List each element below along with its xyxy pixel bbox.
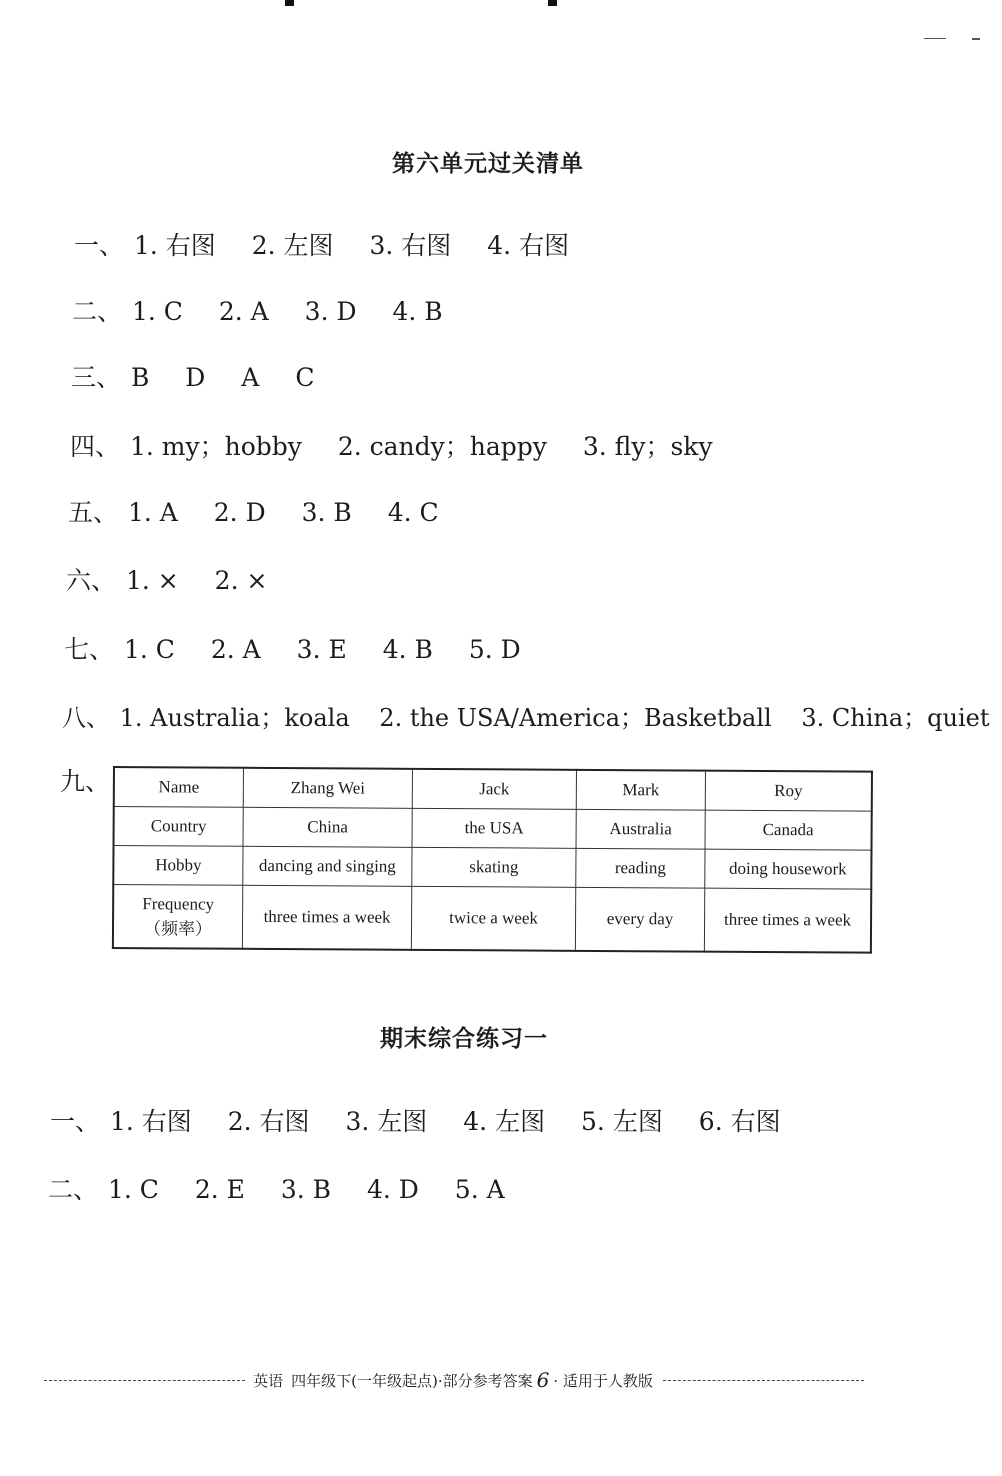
answer-line-9-label: 九、 [60, 767, 111, 796]
final-answer-line-2 [48, 1170, 533, 1206]
answer-item: 1. C [107, 1175, 159, 1204]
answer-item: 4. C [387, 498, 439, 527]
table-cell: dancing and singing [243, 846, 412, 886]
answer-item: B [130, 363, 150, 392]
table-cell: doing housework [705, 849, 872, 889]
question-number: 二、 [72, 297, 123, 326]
table-cell: China [243, 807, 412, 847]
frequency-label: Frequency [142, 893, 215, 914]
answer-line-6 [66, 561, 295, 597]
answer-item: 4. 右图 [487, 231, 570, 260]
answer-item: 3. China；quiet [801, 704, 990, 732]
hobby-table [112, 766, 873, 954]
answer-item: 3. 左图 [345, 1107, 428, 1136]
answer-item: A [241, 363, 260, 392]
answer-line-5 [68, 493, 467, 529]
answer-item: C [295, 363, 315, 392]
final-answer-line-1 [50, 1102, 809, 1138]
answer-item: 1. C [131, 297, 183, 326]
answer-item: 5. A [454, 1175, 505, 1204]
footer-grade: 四年级下(一年级起点)·部分参考答案 [291, 1371, 533, 1390]
answer-line-7 [64, 630, 549, 666]
table-cell: three times a week [704, 888, 871, 953]
question-number: 一、 [50, 1107, 101, 1136]
table-cell: Roy [705, 771, 872, 812]
answer-item: 2. D [213, 498, 266, 527]
table-cell: reading [576, 848, 705, 888]
answer-item: 6. 右图 [698, 1107, 781, 1136]
answer-item: 3. B [301, 498, 352, 527]
question-number: 五、 [68, 498, 119, 527]
table-cell: Hobby [113, 846, 243, 886]
answer-item: 3. fly；sky [582, 432, 713, 461]
question-number: 三、 [71, 363, 122, 392]
answer-item: 1. 右图 [133, 231, 216, 260]
page-footer [44, 1368, 864, 1392]
table-row-country [114, 807, 872, 851]
answer-line-3 [71, 358, 342, 394]
answer-item: D [185, 363, 206, 392]
scan-mark-right [548, 0, 557, 6]
footer-edition: · 适用于人教版 [553, 1371, 653, 1390]
table-cell: Zhang Wei [243, 768, 412, 809]
table-row-name [114, 767, 872, 811]
answer-item: 4. 左图 [463, 1107, 546, 1136]
answer-item: 3. E [296, 635, 347, 664]
footer-subject: 英语 [253, 1371, 284, 1390]
table-cell: every day [575, 887, 704, 951]
answer-item: 2. 左图 [251, 231, 334, 260]
answer-item: 2. E [194, 1175, 245, 1204]
table-cell: twice a week [411, 886, 575, 951]
answer-item: 3. B [280, 1175, 332, 1204]
table-row-hobby [113, 846, 871, 890]
table-cell: Country [114, 807, 244, 847]
answer-item: 1. 右图 [109, 1107, 192, 1136]
scan-mark-corner-2 [972, 38, 980, 40]
answer-item: 5. 左图 [581, 1107, 663, 1136]
table-cell-frequency-header [113, 885, 243, 949]
answer-line-2 [72, 292, 471, 328]
footer-dash-right [663, 1380, 864, 1381]
answer-item: 4. D [367, 1175, 419, 1204]
answer-item: 1. × [125, 566, 179, 595]
final1-title: 期末综合练习一 [380, 1025, 548, 1052]
table-cell: skating [412, 847, 576, 887]
frequency-label-cn: （频率） [143, 918, 213, 939]
table-cell: Mark [576, 770, 705, 810]
answer-line-4 [70, 427, 741, 463]
question-number: 四、 [70, 432, 121, 461]
answer-item: 2. candy；happy [337, 432, 547, 461]
answer-item: 3. D [304, 297, 357, 326]
answer-item: 5. D [468, 635, 521, 664]
answer-item: 2. 右图 [227, 1107, 310, 1136]
question-number: 七、 [64, 635, 115, 664]
answer-item: 3. 右图 [369, 231, 452, 260]
scan-mark-corner [924, 38, 946, 39]
answer-line-1 [74, 226, 597, 262]
question-number: 六、 [66, 566, 117, 595]
scan-mark-left [285, 0, 294, 6]
table-row-frequency [113, 885, 871, 953]
answer-item: 4. B [382, 635, 433, 664]
table-cell: Name [114, 767, 244, 807]
answer-item: 1. A [127, 498, 178, 527]
answer-item: 2. the USA/America；Basketball [379, 704, 772, 732]
answer-item: 2. A [210, 635, 261, 664]
table-cell: Jack [412, 769, 576, 810]
table-cell: the USA [412, 808, 576, 848]
question-number: 一、 [74, 231, 125, 260]
answer-item: 2. A [218, 297, 269, 326]
unit6-title: 第六单元过关清单 [392, 150, 584, 177]
footer-dash-left [44, 1380, 245, 1381]
answer-item: 2. × [214, 566, 268, 595]
answer-item: 1. Australia；koala [119, 704, 350, 732]
table-cell: Australia [576, 809, 705, 849]
question-number: 八、 [62, 704, 110, 732]
answer-item: 1. C [123, 635, 175, 664]
answer-line-8 [62, 698, 990, 733]
question-number: 二、 [48, 1175, 99, 1204]
answer-item: 1. my；hobby [129, 432, 302, 461]
answer-item: 4. B [392, 297, 443, 326]
table-cell: Canada [705, 810, 872, 850]
page-number: 6 [536, 1368, 550, 1392]
table-cell: three times a week [242, 885, 411, 950]
